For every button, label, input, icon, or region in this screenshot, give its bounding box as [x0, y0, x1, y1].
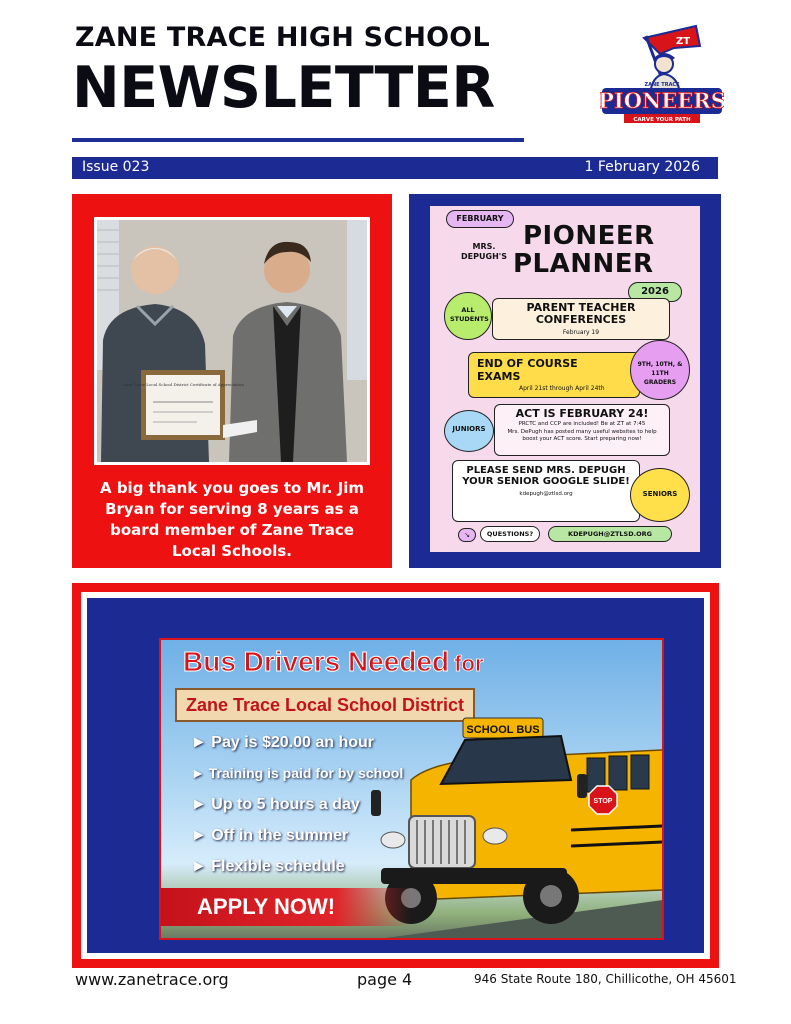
- bus-drivers-panel: [72, 583, 719, 968]
- item-title: PLEASE SEND MRS. DEPUGH YOUR SENIOR GOOGLE SLIDE!: [462, 465, 630, 487]
- pioneer-planner: [430, 206, 700, 552]
- item-title: PARENT TEACHER CONFERENCES: [526, 301, 636, 326]
- ad-headline: Bus Drivers Needed: [183, 646, 450, 677]
- logo-small-text: ZANE TRACE: [644, 82, 680, 88]
- item-title: ACT IS FEBRUARY 24!: [515, 407, 649, 420]
- planner-owner: MRS. DEPUGH'S: [461, 242, 507, 261]
- bus-sign: SCHOOL BUS: [466, 724, 540, 736]
- ad-district-banner: Zane Trace Local School District: [175, 688, 475, 722]
- header-divider: [72, 138, 524, 142]
- issue-bar: [72, 157, 718, 179]
- logo-monogram: ZT: [676, 36, 691, 47]
- footer-page-number: page 4: [357, 970, 413, 989]
- planner-title-line1: PIONEER: [523, 221, 655, 251]
- planner-month: FEBRUARY: [446, 210, 514, 228]
- item-senior-slide: [452, 460, 640, 522]
- ad-bullet: ► Training is paid for by school: [191, 765, 404, 781]
- item-end-of-course: [468, 352, 640, 398]
- ad-bullet: ► Pay is $20.00 an hour: [191, 734, 375, 751]
- board-member-feature: [72, 194, 392, 568]
- newsletter-title: NEWSLETTER: [72, 55, 495, 121]
- planner-year: 2026: [628, 282, 682, 302]
- tag-seniors: SENIORS: [630, 468, 690, 522]
- certificate-text: Zane Trace Local School District Certificate of Appreciation: [122, 382, 244, 387]
- item-act: [494, 404, 670, 456]
- footer-address: 946 State Route 180, Chillicothe, OH 45601: [474, 972, 737, 986]
- pioneer-planner-panel: [409, 194, 721, 568]
- planner-title-line2: PLANNER: [513, 249, 654, 279]
- item-title: END OF COURSE EXAMS: [477, 357, 578, 383]
- stop-sign: STOP: [593, 798, 613, 805]
- ad-headline-for: for: [454, 651, 484, 676]
- school-bus-image: [371, 700, 663, 940]
- award-photo: [94, 217, 370, 465]
- item-detail: February 19: [562, 329, 600, 336]
- tag-juniors: JUNIORS: [444, 410, 494, 452]
- ad-bullet: ► Flexible schedule: [191, 858, 345, 875]
- photo-caption: A big thank you goes to Mr. Jim Bryan for serving 8 years as a board member of Zane Trace Local Schools.: [99, 479, 365, 560]
- item-detail-2: Mrs. DePugh has posted many useful websites to help boost your ACT score. Start preparing now!: [507, 429, 657, 442]
- questions-label: QUESTIONS?: [480, 526, 540, 542]
- item-detail: April 21st through April 24th: [519, 385, 605, 392]
- panel-inner: [87, 598, 704, 953]
- issue-number: Issue 023: [82, 159, 150, 175]
- item-detail: kdepugh@ztlsd.org: [519, 491, 573, 497]
- ad-bullet: ► Off in the summer: [191, 827, 349, 844]
- logo-tagline: CARVE YOUR PATH: [633, 117, 691, 123]
- pioneers-logo: [600, 24, 724, 128]
- school-name: ZANE TRACE HIGH SCHOOL: [75, 22, 490, 53]
- apply-now-button[interactable]: APPLY NOW!: [161, 888, 411, 926]
- item-detail: PRCTC and CCP are included! Be at ZT at 7:45: [518, 421, 646, 427]
- logo-wordmark: PIONEERS: [600, 88, 724, 113]
- tag-all-students: ALL STUDENTS: [444, 292, 492, 340]
- issue-date: 1 February 2026: [584, 159, 700, 175]
- contact-email[interactable]: KDEPUGH@ZTLSD.ORG: [548, 526, 672, 542]
- bus-drivers-ad: [159, 638, 664, 940]
- footer-website[interactable]: www.zanetrace.org: [75, 970, 229, 989]
- item-parent-teacher: [492, 298, 670, 340]
- tag-graders: 9TH, 10TH, & 11TH GRADERS: [630, 340, 690, 400]
- ad-bullet: ► Up to 5 hours a day: [191, 796, 360, 813]
- arrow-icon: ↘: [458, 528, 476, 542]
- ad-headline-row: [183, 646, 484, 678]
